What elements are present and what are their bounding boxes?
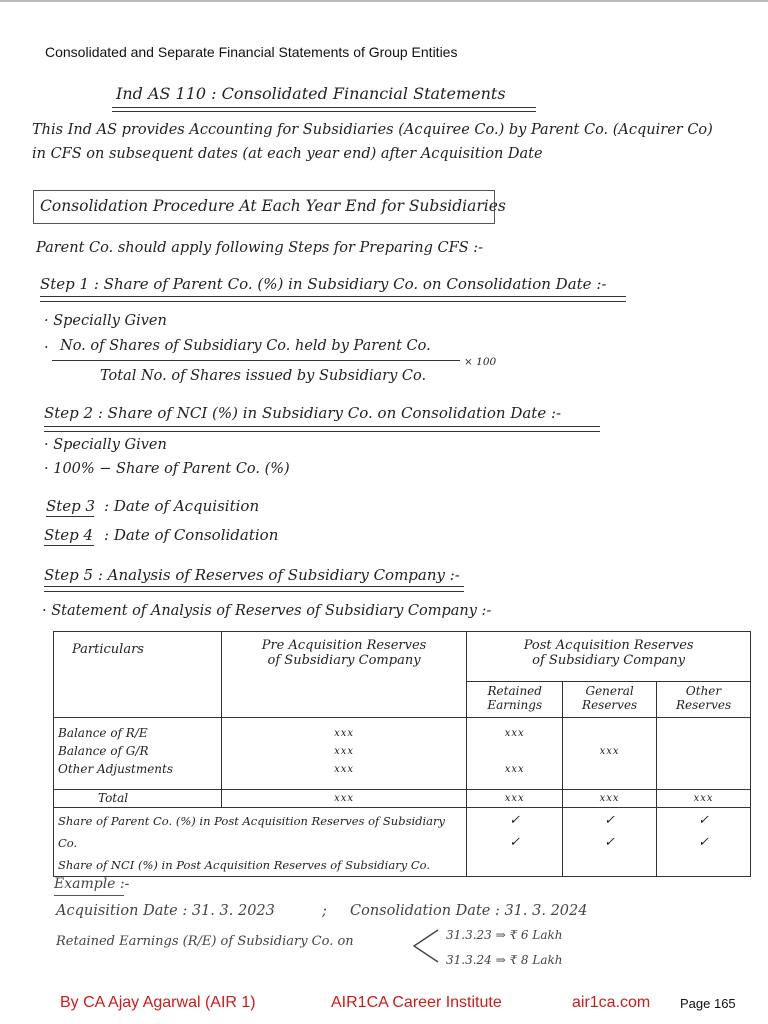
- pre-acq-header-line2: of Subsidiary Company: [267, 653, 421, 668]
- total-gr: [563, 790, 657, 808]
- total-re: [467, 790, 563, 808]
- step1-numerator: No. of Shares of Subsidiary Co. held by Parent Co.: [60, 338, 431, 354]
- sub-header-other-reserves: [657, 682, 751, 718]
- step4-text: : Date of Consolidation: [104, 526, 279, 544]
- step1-bullet-2-dot: ·: [44, 340, 49, 356]
- section-title: Ind AS 110 : Consolidated Financial Statements: [116, 84, 506, 103]
- step2-bullet-2: · 100% − Share of Parent Co. (%): [44, 461, 290, 477]
- post-acq-header: [467, 632, 751, 682]
- total-or: [657, 790, 751, 808]
- sub-header-re-line1: Retained: [487, 684, 542, 698]
- step2-underline: [44, 426, 600, 432]
- section-title-underline-2: [112, 111, 536, 112]
- shares-re-ticks: [467, 808, 563, 877]
- pre-acq-re-mark: xxx: [334, 728, 354, 739]
- pre-acq-other-mark: xxx: [334, 764, 354, 775]
- share-parent-gr-tick: ✓: [604, 813, 616, 828]
- date-separator: ;: [322, 903, 327, 919]
- step4-underline: [44, 545, 94, 546]
- post-gr-balances: [563, 718, 657, 790]
- row-other-adjustments: Other Adjustments: [58, 762, 174, 776]
- reserves-analysis-table: [53, 631, 751, 877]
- pre-acq-header: [221, 632, 467, 718]
- share-parent-or-tick: ✓: [698, 813, 709, 828]
- balances-particulars: [54, 718, 222, 790]
- total-pre-acq-mark: xxx: [334, 793, 354, 804]
- page-header-title: Consolidated and Separate Financial Statements of Group Entities: [45, 44, 458, 60]
- total-gr-mark: xxx: [599, 793, 620, 804]
- pre-acq-header-line1: Pre Acquisition Reserves: [261, 638, 427, 653]
- row-balance-re: Balance of R/E: [58, 726, 148, 740]
- step2-heading: Step 2 : Share of NCI (%) in Subsidiary Co. on Consolidation Date :-: [44, 404, 562, 422]
- steps-intro: Parent Co. should apply following Steps for Preparing CFS :-: [36, 240, 484, 256]
- intro-line-1: This Ind AS provides Accounting for Subsidiaries (Acquiree Co.) by Parent Co. (Acquirer Co): [32, 122, 713, 138]
- step1-denominator: Total No. of Shares issued by Subsidiary Co.: [100, 368, 427, 384]
- consolidation-date: Consolidation Date : 31. 3. 2024: [350, 903, 588, 919]
- post-re-other-mark: xxx: [504, 764, 525, 775]
- sub-header-general-reserves: [563, 682, 657, 718]
- share-nci-label: Share of NCI (%) in Post Acquisition Reserves of Subsidiary Co.: [58, 858, 431, 872]
- page-number: Page 165: [680, 996, 736, 1011]
- share-parent-label: Share of Parent Co. (%) in Post Acquisition Reserves of Subsidiary Co.: [58, 814, 446, 850]
- particulars-header-label: Particulars: [72, 642, 144, 657]
- share-nci-or-tick: ✓: [698, 835, 709, 850]
- post-or-balances: [657, 718, 751, 790]
- bracket-icon: [410, 924, 440, 968]
- sub-header-gr-line2: Reserves: [582, 698, 638, 712]
- step1-underline: [40, 296, 626, 302]
- section-title-underline: [112, 107, 536, 108]
- shares-or-ticks: [657, 808, 751, 877]
- step5-heading: Step 5 : Analysis of Reserves of Subsidiary Company :-: [44, 566, 460, 584]
- sub-header-retained-earnings: [467, 682, 563, 718]
- post-acq-header-line1: Post Acquisition Reserves: [523, 638, 694, 653]
- sub-header-or-line2: Reserves: [675, 698, 732, 712]
- step1-bullet-1: · Specially Given: [44, 313, 167, 329]
- step5-underline: [44, 586, 464, 592]
- footer-institute: AIR1CA Career Institute: [331, 994, 502, 1011]
- share-nci-gr-tick: ✓: [604, 835, 616, 850]
- example-underline: [54, 895, 124, 896]
- total-re-mark: xxx: [504, 793, 525, 804]
- procedure-box: [33, 190, 506, 224]
- sub-header-or-line1: Other: [685, 684, 722, 698]
- acquisition-date: Acquisition Date : 31. 3. 2023: [56, 903, 275, 919]
- step2-bullet-1: · Specially Given: [44, 437, 167, 453]
- total-or-mark: xxx: [693, 793, 714, 804]
- example-heading: Example :-: [54, 876, 130, 892]
- procedure-box-text: Consolidation Procedure At Each Year End for Subsidiaries: [40, 197, 506, 215]
- sub-header-re-line2: Earnings: [487, 698, 543, 712]
- sub-header-gr-line1: General: [585, 684, 634, 698]
- table-header-row: [54, 632, 751, 682]
- re-value-2024: 31.3.24 ⇒ ₹ 8 Lakh: [446, 953, 563, 967]
- post-re-balances: [467, 718, 563, 790]
- pre-acq-balances: [221, 718, 467, 790]
- particulars-header: [54, 632, 222, 718]
- retained-earnings-label: Retained Earnings (R/E) of Subsidiary Co. on: [56, 934, 354, 949]
- post-gr-mark: xxx: [599, 746, 620, 757]
- share-nci-re-tick: ✓: [509, 835, 521, 850]
- row-balance-gr: Balance of G/R: [58, 744, 149, 758]
- step1-heading: Step 1 : Share of Parent Co. (%) in Subsidiary Co. on Consolidation Date :-: [40, 275, 607, 293]
- fraction-line: [52, 360, 460, 361]
- re-value-2023: 31.3.23 ⇒ ₹ 6 Lakh: [446, 928, 563, 942]
- step1-multiplier: × 100: [464, 356, 497, 368]
- shares-gr-ticks: [563, 808, 657, 877]
- table-row-total: [54, 790, 751, 808]
- intro-line-2: in CFS on subsequent dates (at each year end) after Acquisition Date: [32, 146, 543, 162]
- step3-underline: [46, 516, 94, 517]
- post-re-mark: xxx: [504, 728, 525, 739]
- total-pre-acq: [221, 790, 467, 808]
- top-border: [0, 0, 768, 2]
- share-parent-re-tick: ✓: [509, 813, 521, 828]
- table-row-balances: [54, 718, 751, 790]
- step3-label: Step 3: [46, 497, 96, 515]
- statement-title: · Statement of Analysis of Reserves of Subsidiary Company :-: [42, 603, 492, 619]
- step4-label: Step 4: [44, 526, 94, 544]
- total-label-cell: [54, 790, 222, 808]
- table-row-shares: [54, 808, 751, 877]
- shares-labels: [54, 808, 467, 877]
- pre-acq-gr-mark: xxx: [334, 746, 354, 757]
- footer-author: By CA Ajay Agarwal (AIR 1): [60, 994, 256, 1011]
- step3-text: : Date of Acquisition: [104, 497, 260, 515]
- total-label: Total: [98, 791, 129, 805]
- footer-website[interactable]: air1ca.com: [572, 994, 651, 1011]
- post-acq-header-line2: of Subsidiary Company: [532, 653, 686, 668]
